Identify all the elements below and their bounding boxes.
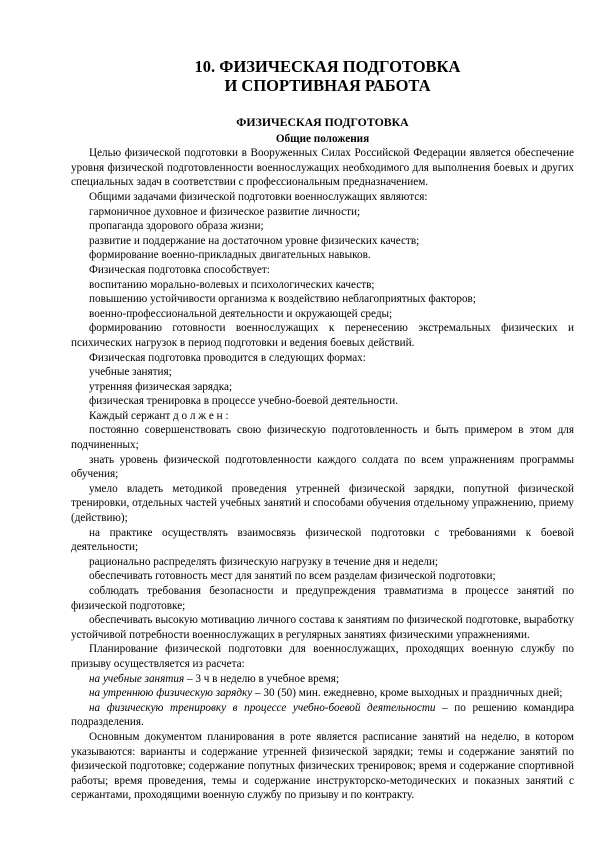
- list-item: формированию готовности военнослужащих к перенесению экстремальных физических и психических нагрузок в период подготовки и ведения боевых действий.: [71, 322, 574, 349]
- emphasis-text: на физическую тренировку в процессе учебно-боевой деятельности: [89, 701, 436, 714]
- list-item-text: – 30 (50) мин. ежедневно, кроме выходных и праздничных дней;: [252, 687, 563, 700]
- list-item: рационально распределять физическую нагрузку в течение дня и недели;: [89, 555, 439, 568]
- chapter-title: [71, 58, 574, 95]
- list-item: [71, 701, 574, 730]
- list-item-text: – 3 ч в неделю в учебное время;: [184, 672, 340, 685]
- list-item: утренняя физическая зарядка;: [89, 380, 233, 393]
- list-item: гармоничное духовное и физическое развитие личности;: [89, 205, 361, 218]
- emphasis-text: на утреннюю физическую зарядку: [89, 687, 253, 700]
- list-item: физическая тренировка в процессе учебно-боевой деятельности.: [89, 395, 399, 408]
- list-item: обеспечивать готовность мест для занятий по всем разделам физической подготовки;: [89, 570, 496, 583]
- list-item: военно-профессиональной деятельности и окружающей среды;: [89, 307, 393, 320]
- list-item: [71, 672, 574, 687]
- list-item: постоянно совершенствовать свою физическую подготовленность и быть примером в этом для подчиненных;: [71, 424, 574, 452]
- list-item: учебные занятия;: [89, 366, 172, 379]
- subsection-title: Общие положения: [275, 132, 370, 145]
- paragraph: Каждый сержант д о л ж е н :: [89, 409, 229, 422]
- list-item: [71, 686, 574, 701]
- paragraph: Физическая подготовка проводится в следующих формах:: [89, 351, 366, 364]
- list-item: знать уровень физической подготовленности каждого солдата по всем упражнениям программы обучения;: [71, 453, 574, 481]
- list-item: умело владеть методикой проведения утренней физической зарядки, попутной физической тренировки, отдельных частей учебных занятий и способами обучения отдельному упражнению, приему (действию);: [71, 482, 574, 525]
- list-item: соблюдать требования безопасности и предупреждения травматизма в процессе занятий по физической подготовке;: [71, 585, 574, 612]
- paragraph: Физическая подготовка способствует:: [89, 263, 270, 276]
- list-item-text: – по решению командира подразделения.: [71, 701, 574, 729]
- list-item: на практике осуществлять взаимосвязь физической подготовки с требованиями к боевой деятельности;: [71, 526, 574, 554]
- list-item: обеспечивать высокую мотивацию личного состава к занятиям по физической подготовке, выработку устойчивой потребности военнослужащих в регулярных занятиях физическими упражнениями.: [71, 614, 574, 641]
- paragraph: Целью физической подготовки в Вооруженных Силах Российской Федерации является обеспечение уровня физической подготовленности военнослужащих необходимого для выполнения боевых и других специальных задач в соответствии с профессиональным предназначением.: [71, 147, 574, 189]
- list-item: пропаганда здорового образа жизни;: [89, 220, 264, 233]
- section-title: ФИЗИЧЕСКАЯ ПОДГОТОВКА: [236, 115, 409, 129]
- list-item: повышению устойчивости организма к воздействию неблагоприятных факторов;: [89, 293, 476, 306]
- list-item: воспитанию морально-волевых и психологических качеств;: [89, 278, 375, 291]
- paragraph: Планирование физической подготовки для военнослужащих, проходящих военную службу по призыву осуществляется из расчета:: [71, 643, 574, 670]
- paragraph: Общими задачами физической подготовки военнослужащих являются:: [89, 190, 428, 203]
- chapter-title-line-2: И СПОРТИВНАЯ РАБОТА: [224, 75, 431, 95]
- chapter-title-line-1: 10. ФИЗИЧЕСКАЯ ПОДГОТОВКА: [194, 57, 461, 76]
- paragraph: Основным документом планирования в роте является расписание занятий на неделю, в котором указываются: варианты и содержание утренней физической зарядки; темы и содержание занятий по физической подготовке; содержание попутных физических тренировок; время и содержание спортивной работы; время проведения, темы и содержание инструкторско-методических и показных занятий с сержантами, проходящими военную службу по призыву и по контракту.: [71, 730, 574, 802]
- list-item: развитие и поддержание на достаточном уровне физических качеств;: [89, 234, 420, 247]
- emphasis-text: на учебные занятия: [89, 672, 185, 685]
- list-item: формирование военно-прикладных двигательных навыков.: [89, 249, 371, 262]
